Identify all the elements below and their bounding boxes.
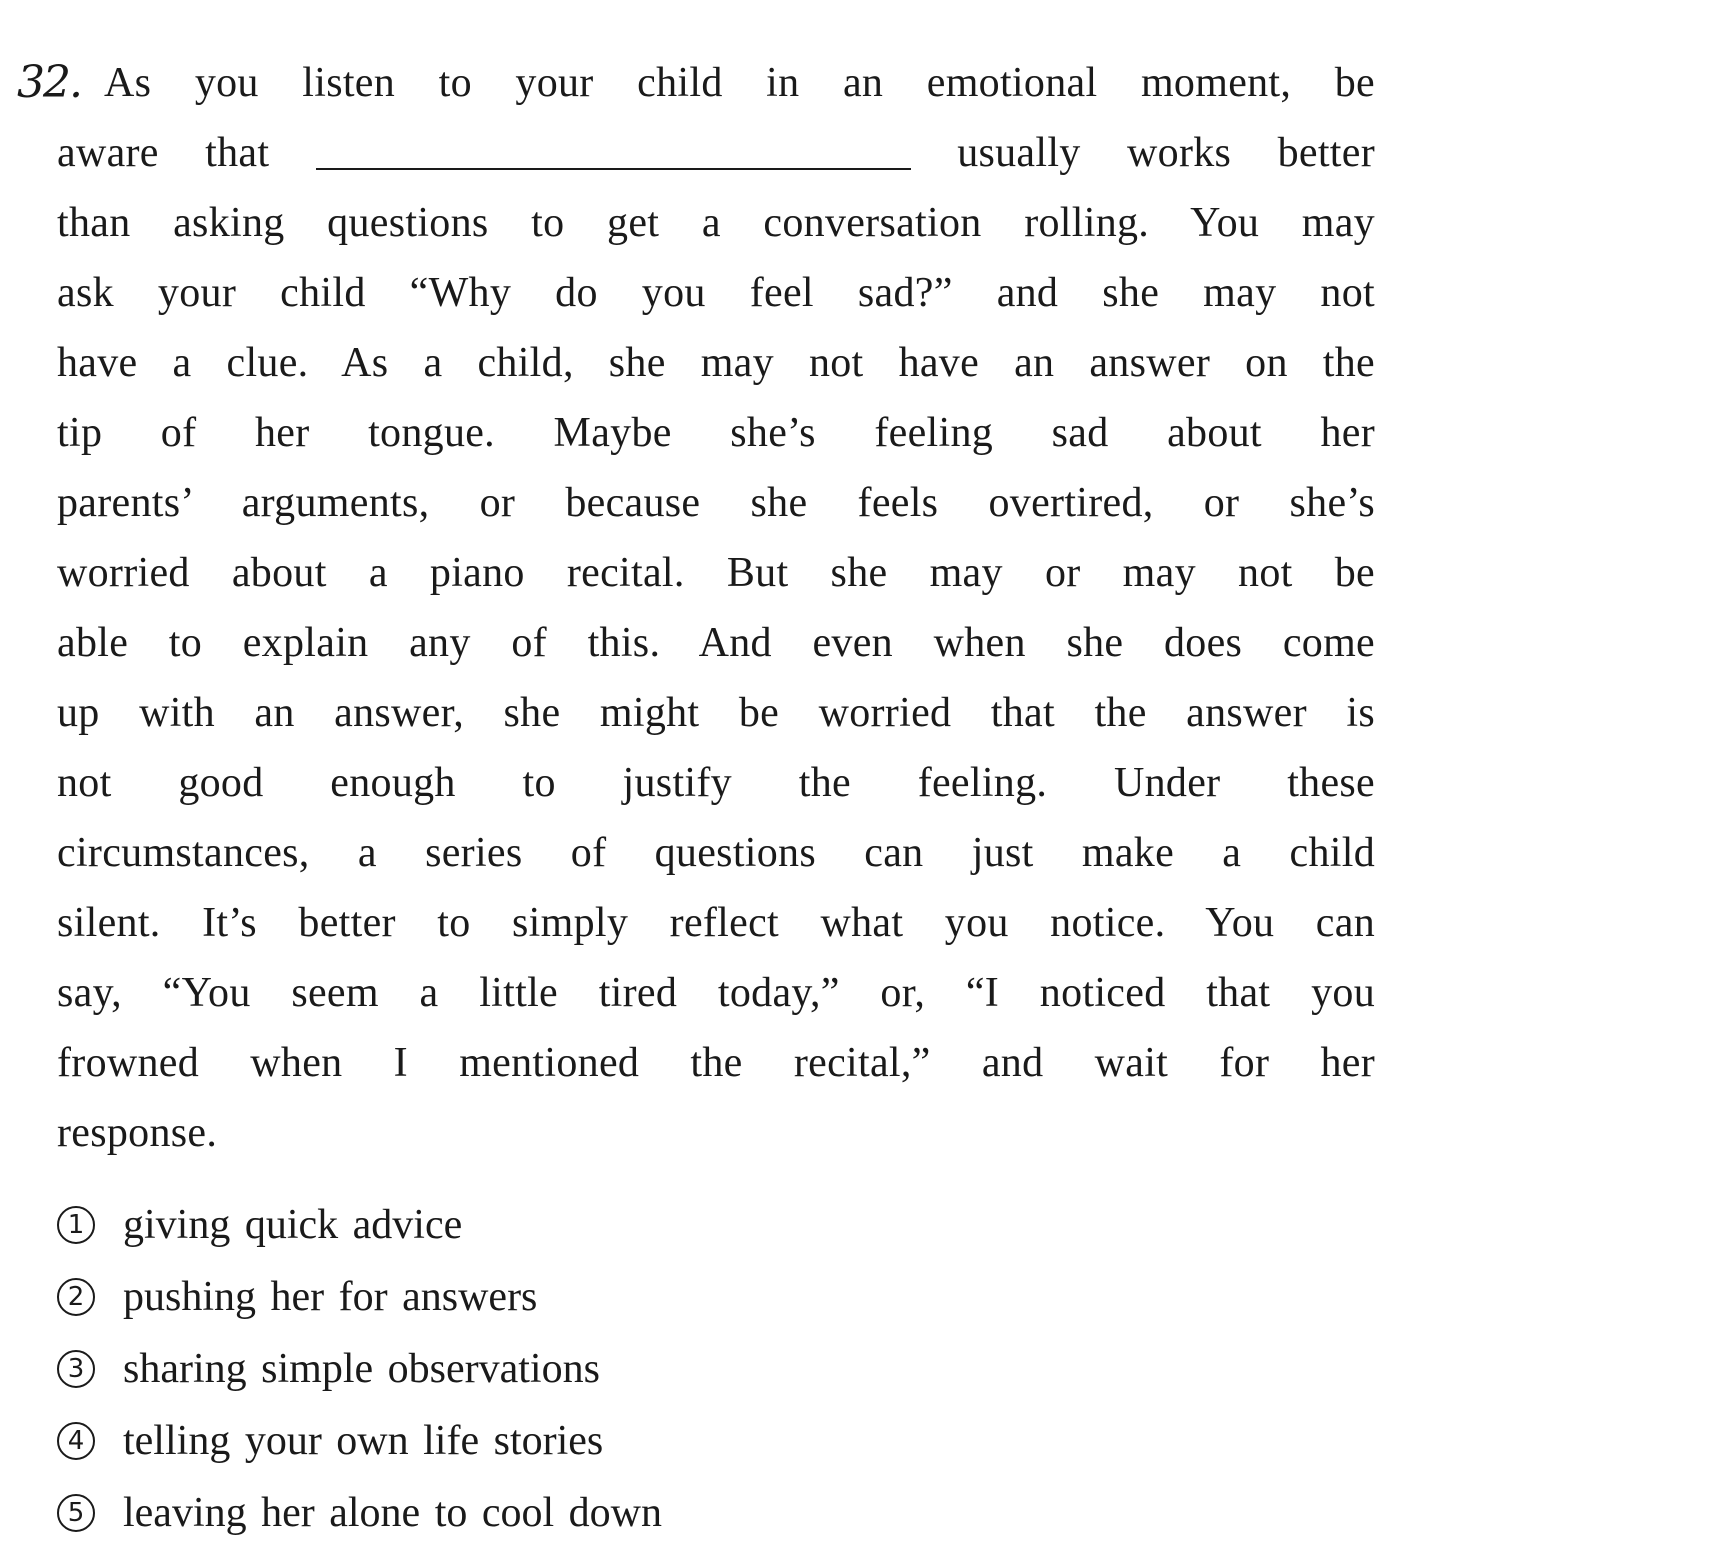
choice-marker: 3 (57, 1350, 95, 1388)
choice-marker: 2 (57, 1278, 95, 1316)
passage-line: circumstances, a series of questions can just make a child (57, 830, 1375, 876)
choice-2[interactable] (57, 1261, 662, 1333)
passage-line: parents’ arguments, or because she feels overtired, or she’s (57, 480, 1375, 526)
passage-line: worried about a piano recital. But she may or may not be (57, 550, 1375, 596)
choice-1[interactable] (57, 1189, 662, 1261)
question-number: 32. (17, 57, 81, 108)
choice-5[interactable] (57, 1477, 662, 1549)
choice-marker: 5 (57, 1494, 95, 1532)
passage-line: As you listen to your child in an emotional moment, be (104, 60, 1375, 106)
choice-text: pushing her for answers (123, 1274, 538, 1320)
answer-choices (57, 1189, 662, 1549)
passage-line: response. (57, 1110, 218, 1156)
passage-line: silent. It’s better to simply reflect what you notice. You can (57, 900, 1375, 946)
passage-line: up with an answer, she might be worried that the answer is (57, 690, 1375, 736)
passage (57, 48, 1375, 1168)
passage-line: not good enough to justify the feeling. Under these (57, 760, 1375, 806)
passage-line: able to explain any of this. And even when she does come (57, 620, 1375, 666)
choice-3[interactable] (57, 1333, 662, 1405)
passage-line: have a clue. As a child, she may not have an answer on the (57, 340, 1375, 386)
passage-line: than asking questions to get a conversation rolling. You may (57, 200, 1375, 246)
passage-line: frowned when I mentioned the recital,” and wait for her (57, 1040, 1375, 1086)
passage-line: ask your child “Why do you feel sad?” and she may not (57, 270, 1375, 316)
choice-text: giving quick advice (123, 1202, 463, 1248)
choice-text: leaving her alone to cool down (123, 1490, 663, 1536)
choice-text: telling your own life stories (123, 1418, 604, 1464)
passage-line: say, “You seem a little tired today,” or, “I noticed that you (57, 970, 1375, 1016)
answer-blank (316, 124, 911, 170)
question-32 (17, 48, 1375, 1168)
passage-line: tip of her tongue. Maybe she’s feeling sad about her (57, 410, 1375, 456)
passage-line: aware that usually works better (57, 118, 1375, 188)
choice-marker: 1 (57, 1206, 95, 1244)
choice-text: sharing simple observations (123, 1346, 600, 1392)
choice-marker: 4 (57, 1422, 95, 1460)
choice-4[interactable] (57, 1405, 662, 1477)
